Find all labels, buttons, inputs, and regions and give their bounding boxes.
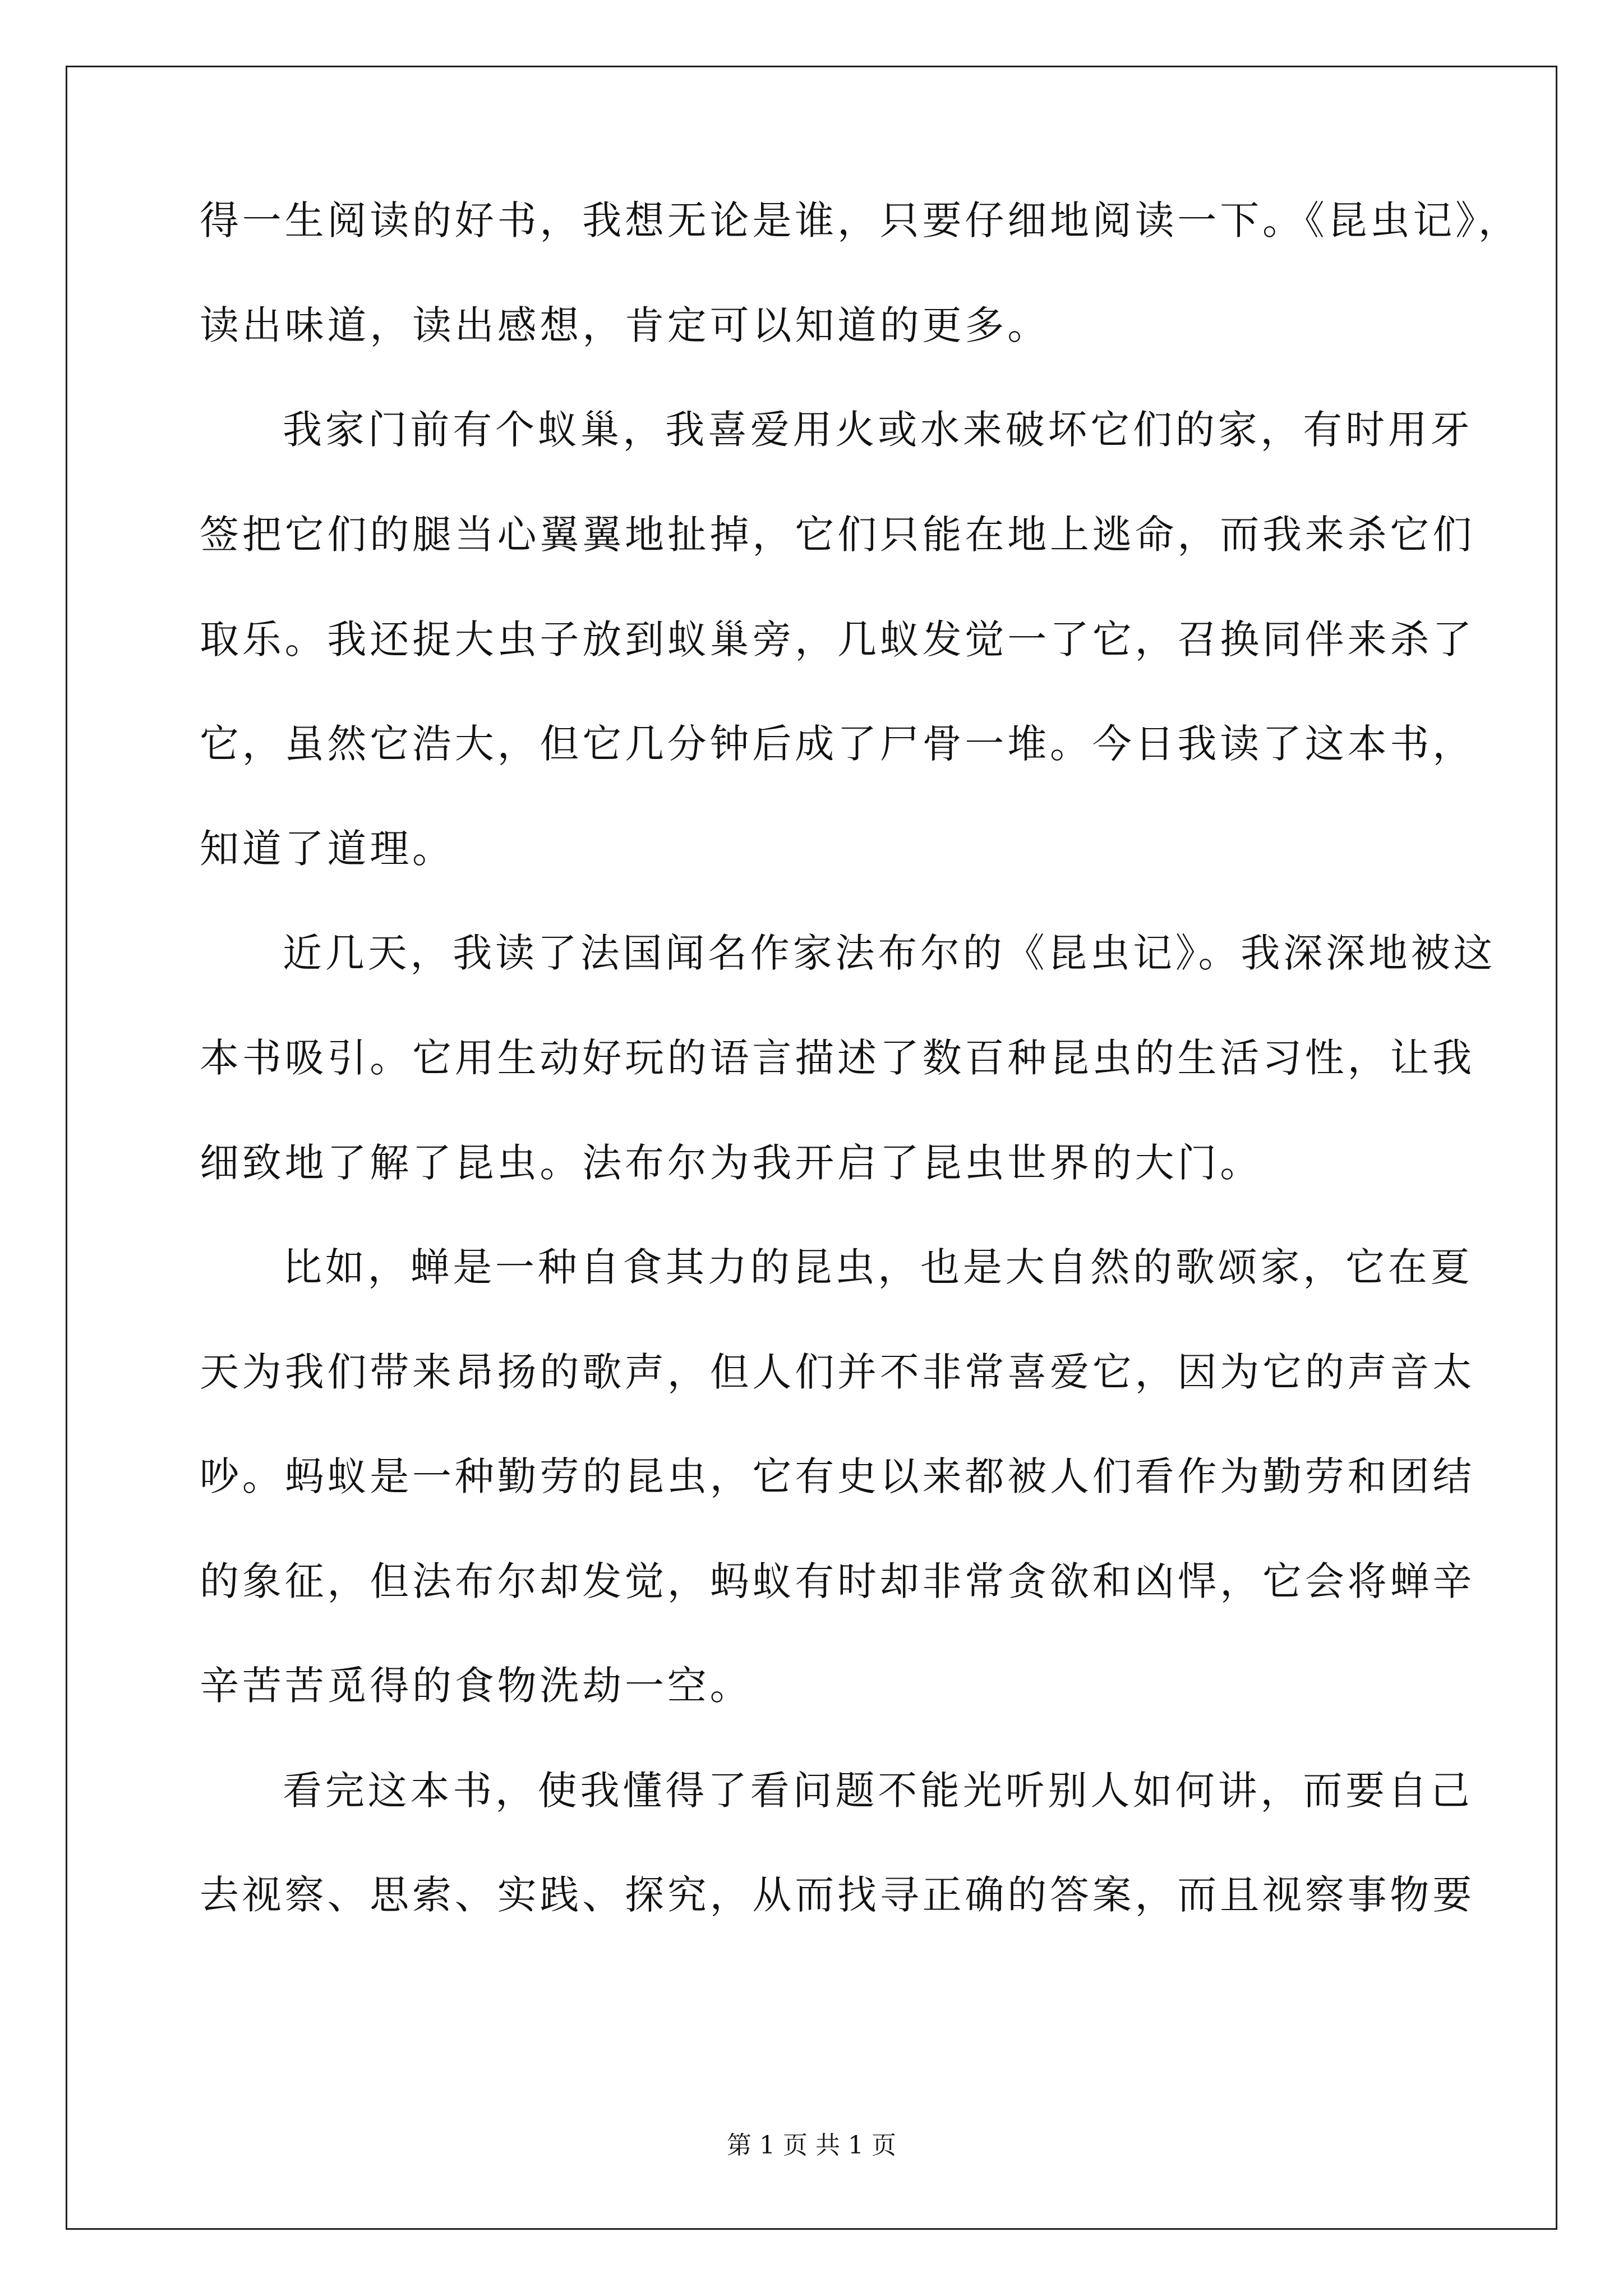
- text-line: 它，虽然它浩大，但它几分钟后成了尸骨一堆。今日我读了这本书，: [200, 721, 1475, 767]
- text-line: 知道了道理。: [200, 826, 455, 872]
- text-line: 签把它们的腿当心翼翼地扯掉，它们只能在地上逃命，而我来杀它们: [200, 512, 1475, 558]
- text-line: 的象征，但法布尔却发觉，蚂蚁有时却非常贪欲和凶悍，它会将蝉辛: [200, 1558, 1475, 1604]
- text-line: 本书吸引。它用生动好玩的语言描述了数百种昆虫的生活习性，让我: [200, 1035, 1475, 1081]
- text-line: 去视察、思索、实践、探究，从而找寻正确的答案，而且视察事物要: [200, 1872, 1475, 1918]
- text-line: 辛苦苦觅得的食物洗劫一空。: [200, 1663, 753, 1709]
- paragraph-start-line: 近几天，我读了法国闻名作家法布尔的《昆虫记》。我深深地被这: [283, 930, 1496, 976]
- page-number-footer: 第 1 页 共 1 页: [727, 2131, 896, 2160]
- paragraph-start-line: 看完这本书，使我懂得了看问题不能光听别人如何讲，而要自己: [283, 1768, 1473, 1814]
- text-line: 吵。蚂蚁是一种勤劳的昆虫，它有史以来都被人们看作为勤劳和团结: [200, 1453, 1475, 1499]
- text-line: 细致地了解了昆虫。法布尔为我开启了昆虫世界的大门。: [200, 1140, 1262, 1186]
- text-line: 天为我们带来昂扬的歌声，但人们并不非常喜爱它，因为它的声音太: [200, 1349, 1475, 1395]
- paragraph-start-line: 比如，蝉是一种自食其力的昆虫，也是大自然的歌颂家，它在夏: [283, 1244, 1473, 1290]
- text-line: 得一生阅读的好书，我想无论是谁，只要仔细地阅读一下。《昆虫记》，: [200, 197, 1521, 243]
- paragraph-start-line: 我家门前有个蚁巢，我喜爱用火或水来破坏它们的家，有时用牙: [283, 407, 1473, 453]
- text-line: 取乐。我还捉大虫子放到蚁巢旁，几蚁发觉一了它，召换同伴来杀了: [200, 616, 1475, 662]
- text-line: 读出味道，读出感想，肯定可以知道的更多。: [200, 302, 1050, 348]
